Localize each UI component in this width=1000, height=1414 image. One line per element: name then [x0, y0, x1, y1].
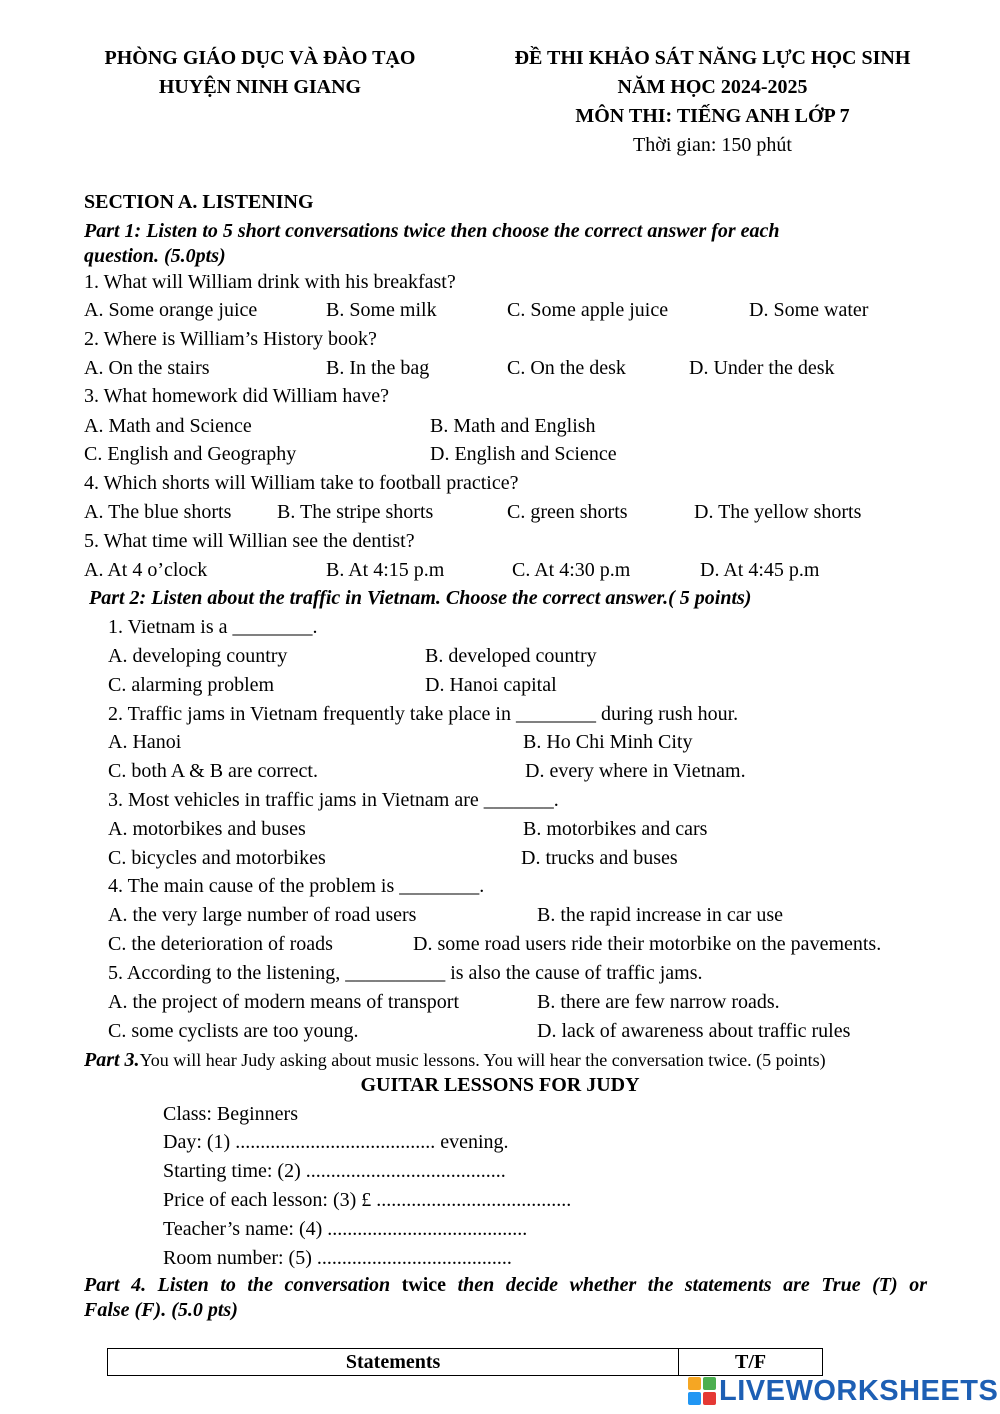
part4-title-line2: False (F). (5.0 pts): [84, 1299, 238, 1321]
part3-blank-1[interactable]: Day: (1) ........................................ evening.: [163, 1131, 509, 1153]
p2-q4-option-a[interactable]: A. the very large number of road users: [108, 904, 417, 926]
part3-blank-3[interactable]: Price of each lesson: (3) £ .......................................: [163, 1189, 572, 1211]
liveworksheets-logo-text: LIVEWORKSHEETS: [719, 1374, 999, 1407]
p1-q1-option-a[interactable]: A. Some orange juice: [84, 299, 258, 321]
exam-title: ĐỀ THI KHẢO SÁT NĂNG LỰC HỌC SINH: [514, 47, 911, 69]
part3-label: Part 3.: [84, 1049, 140, 1071]
p2-q2-option-d[interactable]: D. every where in Vietnam.: [525, 760, 746, 782]
liveworksheets-logo-icon: [688, 1377, 716, 1405]
p1-q5-option-b[interactable]: B. At 4:15 p.m: [326, 559, 445, 581]
p2-q1-option-a[interactable]: A. developing country: [108, 645, 288, 667]
p2-q2-option-b[interactable]: B. Ho Chi Minh City: [523, 731, 693, 753]
p1-question-1: 1. What will William drink with his breakfast?: [84, 271, 456, 293]
part3-instruction: You will hear Judy asking about music lessons. You will hear the conversation twice. (5 points): [139, 1050, 826, 1070]
p2-q3-option-c[interactable]: C. bicycles and motorbikes: [108, 847, 326, 869]
subject: MÔN THI: TIẾNG ANH LỚP 7: [575, 105, 850, 127]
p2-q2-option-c[interactable]: C. both A & B are correct.: [108, 760, 318, 782]
p1-q1-option-d[interactable]: D. Some water: [749, 299, 869, 321]
part4-text-twice: twice: [401, 1274, 447, 1296]
section-a-heading: SECTION A. LISTENING: [84, 191, 314, 213]
header-left: [60, 44, 460, 102]
p2-question-1: 1. Vietnam is a ________.: [108, 616, 318, 638]
p2-q4-option-c[interactable]: C. the deterioration of roads: [108, 933, 333, 955]
p1-q2-option-d[interactable]: D. Under the desk: [689, 357, 835, 379]
part3-blank-5[interactable]: Room number: (5) .......................................: [163, 1247, 512, 1269]
school-year: NĂM HỌC 2024-2025: [617, 76, 808, 98]
p2-q3-option-b[interactable]: B. motorbikes and cars: [523, 818, 708, 840]
p1-question-4: 4. Which shorts will William take to football practice?: [84, 472, 519, 494]
p2-q2-option-a[interactable]: A. Hanoi: [108, 731, 182, 753]
part2-title: Part 2: Listen about the traffic in Vietnam. Choose the correct answer.( 5 points): [89, 587, 752, 609]
liveworksheets-logo: [688, 1374, 998, 1408]
district-name: HUYỆN NINH GIANG: [158, 76, 362, 98]
logo-square-4: [703, 1392, 716, 1405]
statements-table: [107, 1348, 823, 1376]
part3-class-line: Class: Beginners: [163, 1103, 298, 1125]
part3-heading: GUITAR LESSONS FOR JUDY: [360, 1074, 640, 1096]
p1-q2-option-b[interactable]: B. In the bag: [326, 357, 430, 379]
p2-q5-option-b[interactable]: B. there are few narrow roads.: [537, 991, 780, 1013]
p1-q4-option-d[interactable]: D. The yellow shorts: [694, 501, 862, 523]
p2-q5-option-c[interactable]: C. some cyclists are too young.: [108, 1020, 359, 1042]
p2-q1-option-d[interactable]: D. Hanoi capital: [425, 674, 557, 696]
part3-blank-4[interactable]: Teacher’s name: (4) ........................................: [163, 1218, 528, 1240]
p1-q4-option-a[interactable]: A. The blue shorts: [84, 501, 232, 523]
p1-q1-option-c[interactable]: C. Some apple juice: [507, 299, 669, 321]
p2-question-2: 2. Traffic jams in Vietnam frequently take place in ________ during rush hour.: [108, 703, 739, 725]
p2-question-5: 5. According to the listening, __________ is also the cause of traffic jams.: [108, 962, 703, 984]
part3-title: [84, 1048, 826, 1072]
p1-q4-option-c[interactable]: C. green shorts: [507, 501, 628, 523]
part1-title-line1: Part 1: Listen to 5 short conversations twice then choose the correct answer for each: [84, 220, 780, 242]
p1-q3-option-b[interactable]: B. Math and English: [430, 415, 596, 437]
p1-question-5: 5. What time will Willian see the dentist?: [84, 530, 415, 552]
part4-text-1: . Listen to the conversation: [141, 1274, 402, 1296]
p1-q3-option-d[interactable]: D. English and Science: [430, 443, 617, 465]
p1-question-2: 2. Where is William’s History book?: [84, 328, 377, 350]
p2-q4-option-b[interactable]: B. the rapid increase in car use: [537, 904, 784, 926]
p2-q1-option-b[interactable]: B. developed country: [425, 645, 597, 667]
p1-q4-option-b[interactable]: B. The stripe shorts: [277, 501, 434, 523]
p1-question-3: 3. What homework did William have?: [84, 385, 390, 407]
p2-question-3: 3. Most vehicles in traffic jams in Vietnam are _______.: [108, 789, 559, 811]
p1-q5-option-a[interactable]: A. At 4 o’clock: [84, 559, 208, 581]
p1-q1-option-b[interactable]: B. Some milk: [326, 299, 437, 321]
part4-label: Part 4: [84, 1274, 142, 1296]
p1-q2-option-c[interactable]: C. On the desk: [507, 357, 626, 379]
p2-q3-option-d[interactable]: D. trucks and buses: [521, 847, 678, 869]
p2-q5-option-d[interactable]: D. lack of awareness about traffic rules: [537, 1020, 851, 1042]
part4-text-2: then decide whether the statements are True (T) or: [446, 1274, 927, 1296]
statements-header: Statements: [108, 1349, 679, 1376]
logo-square-1: [688, 1377, 701, 1390]
p1-q5-option-d[interactable]: D. At 4:45 p.m: [700, 559, 820, 581]
tf-header: T/F: [679, 1349, 823, 1376]
p1-q2-option-a[interactable]: A. On the stairs: [84, 357, 210, 379]
table-header-row: [108, 1349, 823, 1376]
part3-blank-2[interactable]: Starting time: (2) ........................................: [163, 1160, 506, 1182]
logo-square-3: [688, 1392, 701, 1405]
logo-square-2: [703, 1377, 716, 1390]
p2-q3-option-a[interactable]: A. motorbikes and buses: [108, 818, 306, 840]
p1-q5-option-c[interactable]: C. At 4:30 p.m: [512, 559, 631, 581]
part1-title-line2: question. (5.0pts): [84, 245, 226, 267]
department-name: PHÒNG GIÁO DỤC VÀ ĐÀO TẠO: [104, 47, 416, 69]
header-right: [470, 44, 955, 160]
p1-q3-option-c[interactable]: C. English and Geography: [84, 443, 297, 465]
p2-question-4: 4. The main cause of the problem is ________.: [108, 875, 485, 897]
p2-q4-option-d[interactable]: D. some road users ride their motorbike on the pavements.: [413, 933, 882, 955]
p2-q1-option-c[interactable]: C. alarming problem: [108, 674, 275, 696]
exam-time: Thời gian: 150 phút: [633, 134, 792, 156]
part4-title-line1: [84, 1273, 927, 1298]
p2-q5-option-a[interactable]: A. the project of modern means of transport: [108, 991, 460, 1013]
p1-q3-option-a[interactable]: A. Math and Science: [84, 415, 252, 437]
